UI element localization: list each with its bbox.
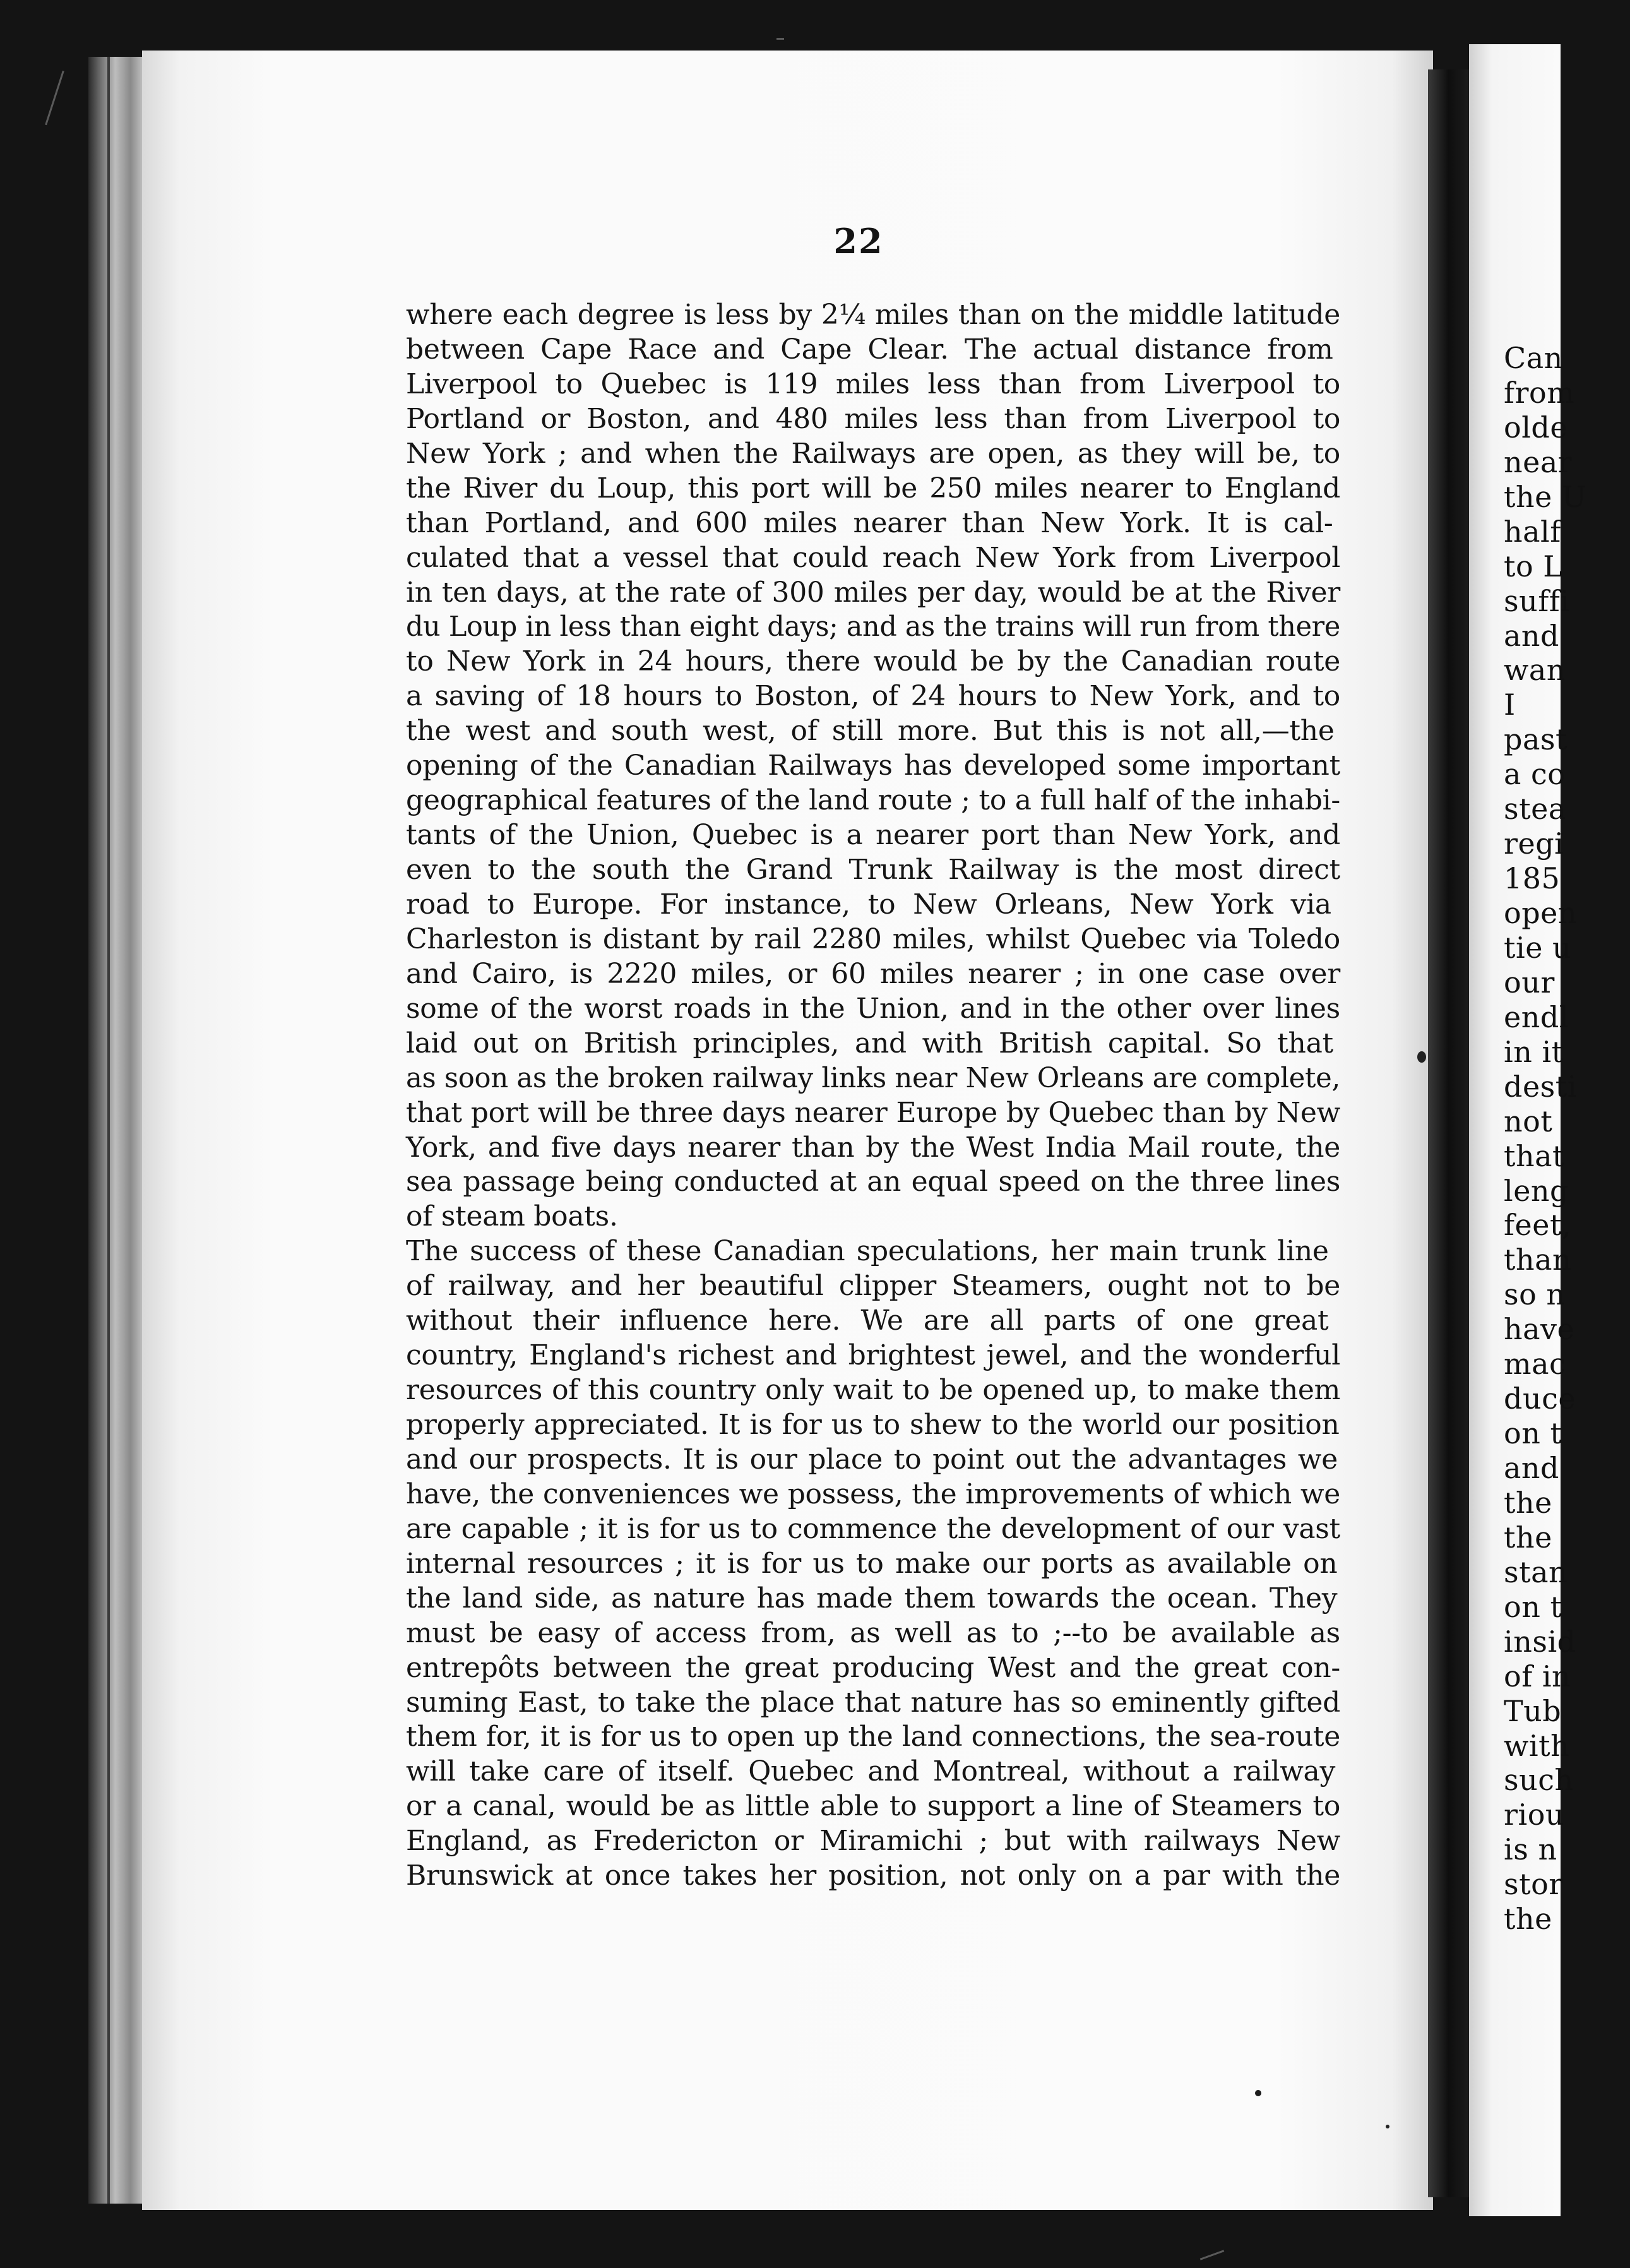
- facing-text-line: Can: [1504, 341, 1563, 375]
- text-line: [406, 437, 1340, 472]
- text-line: [406, 1720, 1340, 1755]
- scan-scratch: [776, 38, 784, 40]
- text-line-content: are capable ; it is for us to commence the development of our vast: [406, 1512, 1340, 1545]
- text-line: [406, 472, 1340, 506]
- text-line-content: even to the south the Grand Trunk Railway is the most direct: [406, 854, 1340, 886]
- facing-text-line: and: [1504, 618, 1559, 653]
- text-line-content: sea passage being conducted at an equal speed on the three lines: [406, 1166, 1341, 1198]
- text-line: [406, 1616, 1340, 1651]
- facing-text-line: suffi: [1504, 583, 1570, 618]
- text-line: [406, 749, 1340, 784]
- book-binding-edge: [88, 57, 148, 2204]
- facing-text-line: so n: [1504, 1277, 1566, 1312]
- text-line-content: The success of these Canadian speculations, her main trunk line: [406, 1235, 1329, 1268]
- text-line: [406, 541, 1340, 576]
- text-line: [406, 1512, 1340, 1547]
- text-line-content: laid out on British principles, and with British capital. So that: [406, 1027, 1333, 1059]
- facing-text-line: riou: [1504, 1798, 1565, 1832]
- text-line-content: road to Europe. For instance, to New Orleans, New York via: [406, 888, 1331, 921]
- facing-text-line: duce: [1504, 1382, 1576, 1416]
- text-line: [406, 367, 1340, 402]
- facing-text-line: stan: [1504, 1555, 1568, 1589]
- text-line: [406, 784, 1340, 818]
- facing-text-line: Tub: [1504, 1693, 1562, 1728]
- facing-text-line: to L: [1504, 549, 1563, 583]
- text-line-content: York, and five days nearer than by the West India Mail route, the: [406, 1131, 1341, 1164]
- text-line-content: that port will be three days nearer Europe by Quebec than by New: [406, 1096, 1340, 1129]
- facing-text-line: that: [1504, 1138, 1565, 1173]
- text-line: [406, 1339, 1340, 1373]
- text-line: [406, 1373, 1340, 1408]
- text-line-content: internal resources ; it is for us to make our ports as available on: [406, 1547, 1338, 1580]
- text-line-content: Portland or Boston, and 480 miles less than from Liverpool to: [406, 402, 1341, 435]
- text-line-content: England, as Fredericton or Miramichi ; but with railways New: [406, 1825, 1341, 1858]
- text-line: [406, 402, 1340, 437]
- text-line-content: of railway, and her beautiful clipper Steamers, ought not to be: [406, 1270, 1340, 1303]
- facing-text-line: not: [1504, 1104, 1553, 1138]
- text-line: [406, 1686, 1340, 1721]
- text-line-content: than Portland, and 600 miles nearer than New York. It is cal-: [406, 506, 1333, 539]
- text-line: [406, 1408, 1340, 1443]
- text-line-content: Liverpool to Quebec is 119 miles less than from Liverpool to: [406, 367, 1340, 400]
- text-line: [406, 853, 1340, 888]
- facing-text-line: tie u: [1504, 930, 1572, 965]
- text-line-content: and Cairo, is 2220 miles, or 60 miles nearer ; in one case over: [406, 957, 1340, 990]
- text-line: [406, 992, 1340, 1027]
- facing-text-line: the: [1504, 1520, 1552, 1555]
- facing-text-line: mac: [1504, 1347, 1566, 1382]
- facing-page: [1469, 44, 1587, 2216]
- text-line-content: between Cape Race and Cape Clear. The actual distance from: [406, 333, 1333, 366]
- text-line: [406, 1061, 1340, 1096]
- facing-text-line: with: [1504, 1728, 1570, 1763]
- text-line: [406, 1443, 1340, 1477]
- facing-text-line: desti: [1504, 1069, 1577, 1104]
- facing-text-line: stea: [1504, 792, 1566, 827]
- facing-text-line: from: [1504, 375, 1575, 410]
- text-line-content: country, England's richest and brightest jewel, and the wonderful: [406, 1339, 1340, 1372]
- text-line-content: resources of this country only wait to be opened up, to make them: [406, 1374, 1341, 1407]
- facing-text-line: 185: [1504, 861, 1561, 896]
- facing-text-line: feet,: [1504, 1208, 1572, 1243]
- facing-text-line: such: [1504, 1763, 1574, 1798]
- text-line-content: geographical features of the land route ; to a full half of the inhabi-: [406, 784, 1340, 817]
- text-line-content: Charleston is distant by rail 2280 miles, whilst Quebec via Toledo: [406, 922, 1340, 955]
- facing-text-line: past: [1504, 722, 1568, 757]
- page-body-text: [406, 298, 1340, 1894]
- facing-text-line: a co: [1504, 757, 1566, 792]
- text-line: [406, 1755, 1340, 1789]
- text-line-content: as soon as the broken railway links near New Orleans are complete,: [406, 1061, 1340, 1094]
- text-line-content: New York ; and when the Railways are open, as they will be, to: [406, 437, 1340, 470]
- text-line: [406, 1304, 1340, 1339]
- text-line: [406, 506, 1340, 541]
- facing-text-line: have: [1504, 1312, 1575, 1347]
- text-line: [406, 1789, 1340, 1824]
- text-line: [406, 645, 1340, 679]
- text-line: [406, 1477, 1340, 1512]
- facing-text-line: and: [1504, 1451, 1559, 1485]
- facing-text-line: the U: [1504, 479, 1587, 514]
- text-line: [406, 610, 1340, 645]
- text-line-content: in ten days, at the rate of 300 miles per day, would be at the River: [406, 576, 1341, 609]
- facing-text-line: olde: [1504, 410, 1568, 445]
- facing-text-line: I: [1504, 688, 1516, 722]
- text-line-content: of steam boats.: [406, 1200, 618, 1233]
- facing-page-text: [1504, 341, 1630, 1937]
- text-line: [406, 1096, 1340, 1131]
- facing-text-line: is n: [1504, 1832, 1557, 1867]
- text-line-content: some of the worst roads in the Union, and in the other over lines: [406, 992, 1340, 1025]
- text-line-content: will take care of itself. Quebec and Montreal, without a railway: [406, 1755, 1336, 1788]
- text-line: [406, 1234, 1340, 1269]
- facing-text-line: on t: [1504, 1589, 1562, 1624]
- text-line-content: culated that a vessel that could reach New York from Liverpool: [406, 541, 1340, 574]
- text-line: [406, 1027, 1340, 1061]
- text-line-content: must be easy of access from, as well as to ;--to be available as: [406, 1616, 1340, 1649]
- text-line: [406, 333, 1340, 367]
- facing-text-line: open: [1504, 896, 1577, 930]
- text-line-content: opening of the Canadian Railways has developed some important: [406, 749, 1340, 782]
- facing-text-line: the: [1504, 1902, 1552, 1937]
- text-line-content: have, the conveniences we possess, the improvements of which we: [406, 1477, 1341, 1510]
- ink-dot: [1255, 2090, 1261, 2096]
- facing-text-line: of in: [1504, 1659, 1571, 1693]
- text-line: [406, 957, 1340, 992]
- page-gutter: [1428, 69, 1469, 2197]
- text-line-content: suming East, to take the place that nature has so eminently gifted: [406, 1686, 1341, 1719]
- text-line: [406, 888, 1340, 922]
- text-line: [406, 1200, 1340, 1234]
- text-line: [406, 714, 1340, 749]
- facing-text-line: regi: [1504, 827, 1564, 861]
- text-line-content: the west and south west, of still more. But this is not all,—the: [406, 715, 1335, 748]
- facing-text-line: than: [1504, 1243, 1572, 1277]
- facing-text-line: leng: [1504, 1173, 1569, 1208]
- ink-speck: [1386, 2125, 1389, 2128]
- text-line: [406, 1859, 1340, 1894]
- text-line-content: entrepôts between the great producing West and the great con-: [406, 1651, 1340, 1684]
- text-line-content: tants of the Union, Quebec is a nearer port than New York, and: [406, 819, 1341, 852]
- text-line: [406, 1582, 1340, 1616]
- page-number: 22: [833, 221, 884, 261]
- text-line-content: them for, it is for us to open up the land connections, the sea-route: [406, 1721, 1340, 1753]
- facing-text-line: near: [1504, 445, 1573, 479]
- text-line: [406, 1165, 1340, 1200]
- text-line-content: a saving of 18 hours to Boston, of 24 hours to New York, and to: [406, 680, 1340, 713]
- text-line-content: and our prospects. It is our place to point out the advantages we: [406, 1443, 1338, 1476]
- text-line-content: the land side, as nature has made them towards the ocean. They: [406, 1582, 1338, 1614]
- facing-text-line: wan: [1504, 653, 1566, 688]
- facing-text-line: half: [1504, 514, 1561, 549]
- text-line: [406, 298, 1340, 333]
- ink-speck: [1417, 1051, 1426, 1063]
- text-line: [406, 1269, 1340, 1304]
- text-line: [406, 576, 1340, 611]
- text-line-content: to New York in 24 hours, there would be by the Canadian route: [406, 645, 1340, 678]
- scan-scratch: [45, 71, 64, 126]
- text-line-content: or a canal, would be as little able to support a line of Steamers to: [406, 1790, 1341, 1823]
- facing-text-line: stor: [1504, 1867, 1563, 1902]
- text-line: [406, 1824, 1340, 1859]
- facing-text-line: in it: [1504, 1034, 1564, 1069]
- scan-scratch: [1200, 2250, 1225, 2260]
- text-line-content: du Loup in less than eight days; and as the trains will run from there: [406, 611, 1340, 643]
- text-line: [406, 818, 1340, 853]
- text-line: [406, 679, 1340, 714]
- text-line-content: the River du Loup, this port will be 250 miles nearer to England: [406, 472, 1341, 504]
- facing-text-line: the: [1504, 1485, 1552, 1520]
- text-line: [406, 922, 1340, 957]
- facing-text-line: endl: [1504, 1000, 1569, 1034]
- facing-text-line: our: [1504, 965, 1555, 1000]
- facing-text-line: insid: [1504, 1624, 1576, 1659]
- text-line-content: properly appreciated. It is for us to shew to the world our position: [406, 1409, 1340, 1441]
- text-line-content: without their influence here. We are all parts of one great: [406, 1304, 1329, 1337]
- text-line-content: where each degree is less by 2¼ miles than on the middle latitude: [406, 299, 1340, 331]
- facing-text-line: on t: [1504, 1416, 1562, 1451]
- text-line: [406, 1131, 1340, 1166]
- text-line: [406, 1651, 1340, 1686]
- text-line: [406, 1547, 1340, 1582]
- text-line-content: Brunswick at once takes her position, not only on a par with the: [406, 1859, 1340, 1892]
